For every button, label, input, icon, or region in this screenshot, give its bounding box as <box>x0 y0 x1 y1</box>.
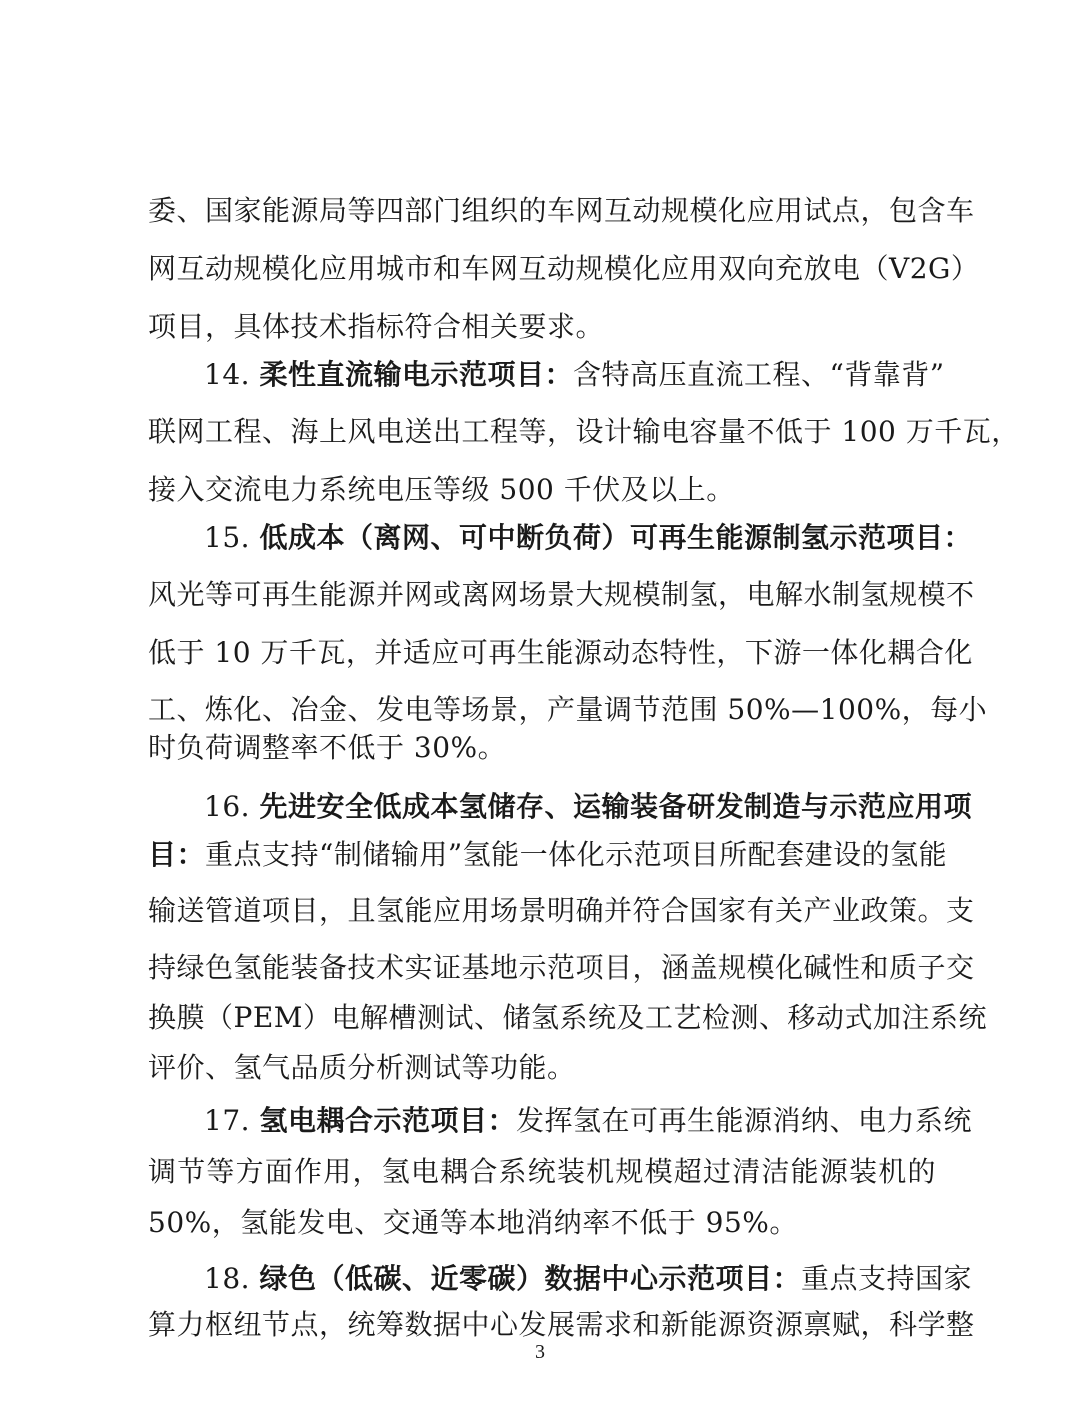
item-18-first-line <box>204 1257 972 1301</box>
item-number: 14. <box>204 358 251 391</box>
body-text-line: 项目，具体技术指标符合相关要求。 <box>148 310 605 343</box>
body-text-line: 风光等可再生能源并网或离网场景大规模制氢，电解水制氢规模不 <box>148 578 975 611</box>
body-text-line: 持绿色氢能装备技术实证基地示范项目，涵盖规模化碱性和质子交 <box>148 951 975 984</box>
body-text: 重点支持国家 <box>800 1262 972 1295</box>
body-text-line: 换膜（PEM）电解槽测试、储氢系统及工艺检测、移动式加注系统 <box>148 1001 987 1034</box>
item-number: 15. <box>204 521 251 554</box>
item-number: 17. <box>204 1104 251 1137</box>
item-number: 16. <box>204 790 251 823</box>
item-heading: 绿色（低碳、近零碳）数据中心示范项目： <box>259 1262 801 1295</box>
item-16-second-line <box>148 833 948 877</box>
body-text-line: 网互动规模化应用城市和车网互动规模化应用双向充放电（V2G） <box>148 252 980 285</box>
body-text-line: 输送管道项目，且氢能应用场景明确并符合国家有关产业政策。支 <box>148 894 975 927</box>
body-text-line: 时负荷调整率不低于 30%。 <box>148 731 507 764</box>
item-17-first-line <box>204 1099 972 1143</box>
item-14-first-line <box>204 353 945 397</box>
body-text-line: 评价、氢气品质分析测试等功能。 <box>148 1051 576 1084</box>
item-heading: 柔性直流输电示范项目： <box>259 358 573 391</box>
item-16-first-line <box>204 785 972 829</box>
item-heading: 低成本（离网、可中断负荷）可再生能源制氢示范项目： <box>259 521 972 554</box>
body-text-line: 算力枢纽节点，统筹数据中心发展需求和新能源资源禀赋，科学整 <box>148 1308 975 1341</box>
body-text-line: 50%，氢能发电、交通等本地消纳率不低于 95%。 <box>148 1206 798 1239</box>
item-heading: 氢电耦合示范项目： <box>259 1104 516 1137</box>
body-text-line: 调节等方面作用，氢电耦合系统装机规模超过清洁能源装机的 <box>148 1155 936 1188</box>
body-text-line: 接入交流电力系统电压等级 500 千伏及以上。 <box>148 473 735 506</box>
body-text: 发挥氢在可再生能源消纳、电力系统 <box>515 1104 972 1137</box>
body-text: 重点支持“制储输用”氢能一体化示范项目所配套建设的氢能 <box>205 838 948 871</box>
body-text-line: 工、炼化、冶金、发电等场景，产量调节范围 50%—100%，每小 <box>148 693 988 726</box>
item-heading: 先进安全低成本氢储存、运输装备研发制造与示范应用项 <box>259 790 972 823</box>
page-number: 3 <box>535 1341 545 1363</box>
body-text-line: 委、国家能源局等四部门组织的车网互动规模化应用试点，包含车 <box>148 194 975 227</box>
item-15-first-line <box>204 516 972 560</box>
body-text-line: 低于 10 万千瓦，并适应可再生能源动态特性，下游一体化耦合化 <box>148 636 973 669</box>
body-text-line: 联网工程、海上风电送出工程等，设计输电容量不低于 100 万千瓦， <box>148 415 1020 448</box>
item-number: 18. <box>204 1262 251 1295</box>
body-text: 含特高压直流工程、“背靠背” <box>572 358 945 391</box>
item-heading-cont: 目： <box>148 838 206 871</box>
